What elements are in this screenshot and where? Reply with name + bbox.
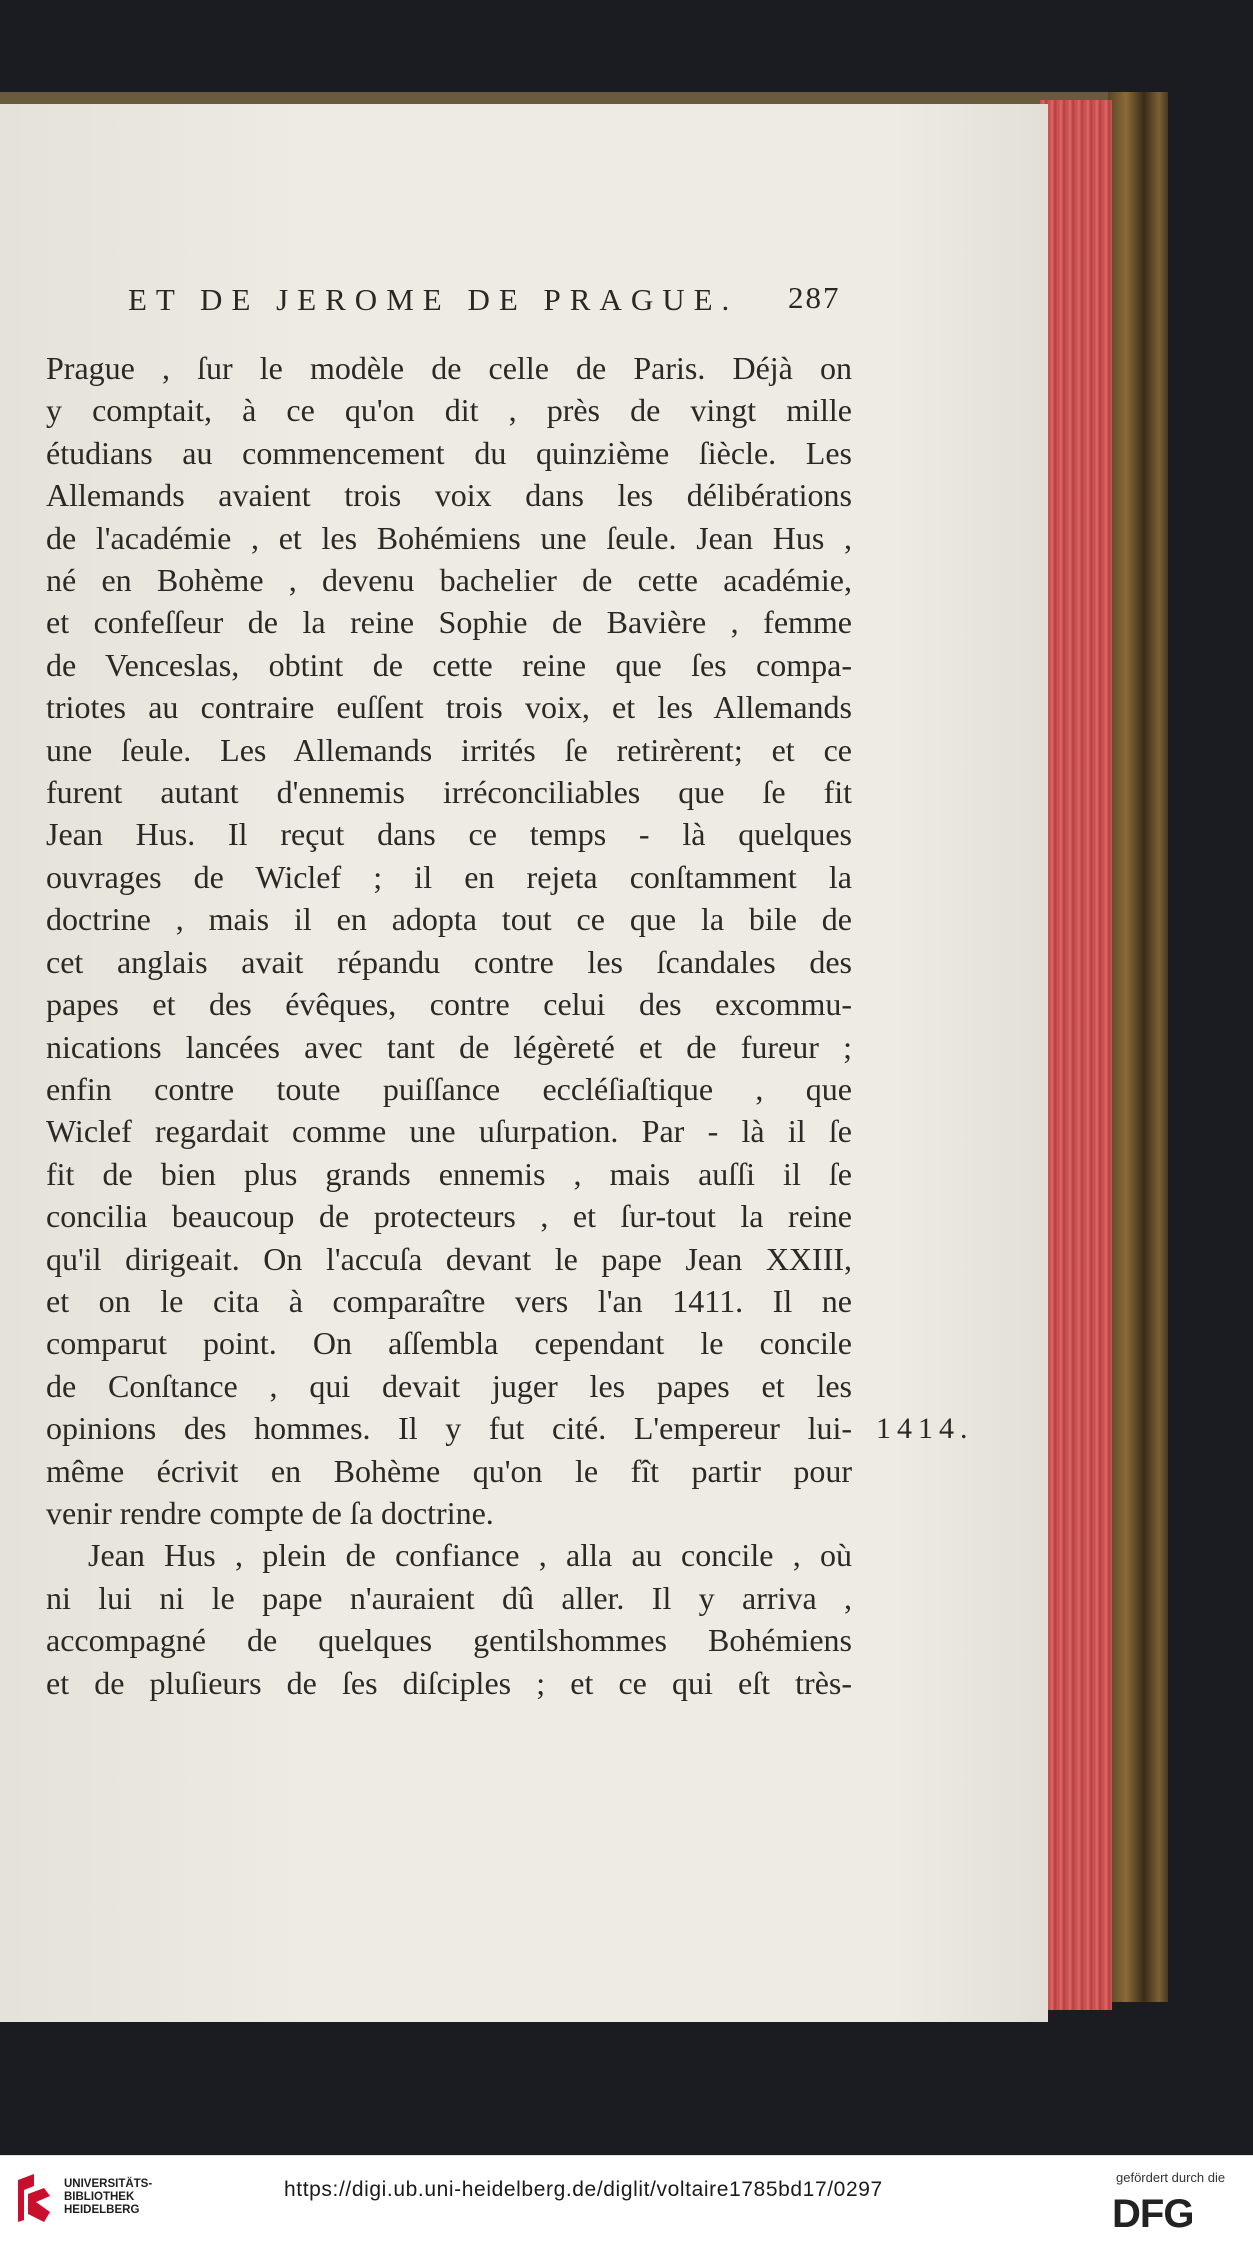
text-line: et confeſſeur de la reine Sophie de Bavière , femme <box>46 604 852 641</box>
text-line: furent autant d'ennemis irréconciliables que ſe fit <box>46 774 852 811</box>
running-head: ET DE JEROME DE PRAGUE. <box>128 282 739 317</box>
funded-by-label: gefördert durch die <box>1116 2170 1226 2185</box>
text-line: Jean Hus , plein de confiance , alla au concile , où <box>88 1537 852 1574</box>
text-line: de Conſtance , qui devait juger les papes et les <box>46 1367 852 1404</box>
page-number: 287 <box>788 280 841 315</box>
text-line: comparut point. On aſſembla cependant le concile <box>46 1325 852 1362</box>
book-cover-spine-edge <box>1108 92 1168 2002</box>
text-line: et on le cita à comparaître vers l'an 1411. Il ne <box>46 1282 852 1319</box>
text-line: une ſeule. Les Allemands irrités ſe retirèrent; et ce <box>46 731 852 768</box>
text-line: concilia beaucoup de protecteurs , et ſur-tout la reine <box>46 1198 852 1235</box>
text-line: doctrine , mais il en adopta tout ce que la bile de <box>46 901 852 938</box>
text-line: de Venceslas, obtint de cette reine que ſes compa- <box>46 646 852 683</box>
margin-note-year: 1414. <box>876 1412 974 1445</box>
text-line: né en Bohème , devenu bachelier de cette académie, <box>46 562 852 599</box>
text-line: et de pluſieurs de ſes diſciples ; et ce qui eſt très- <box>46 1664 852 1701</box>
text-line: étudians au commencement du quinzième ſiècle. Les <box>46 434 852 471</box>
text-line: même écrivit en Bohème qu'on le fît partir pour <box>46 1452 852 1489</box>
text-line: enfin contre toute puiſſance eccléſiaſtique , que <box>46 1070 852 1107</box>
text-line: Allemands avaient trois voix dans les délibérations <box>46 477 852 514</box>
text-line: ouvrages de Wiclef ; il en rejeta conſtamment la <box>46 858 852 895</box>
text-line: y comptait, à ce qu'on dit , près de vingt mille <box>46 392 852 429</box>
text-line: Jean Hus. Il reçut dans ce temps - là quelques <box>46 816 852 853</box>
permalink-url[interactable]: https://digi.ub.uni-heidelberg.de/diglit/voltaire1785bd17/0297 <box>284 2178 883 2201</box>
text-line: Prague , ſur le modèle de celle de Paris. Déjà on <box>46 350 852 386</box>
text-line: nications lancées avec tant de légèreté et de fureur ; <box>46 1028 852 1065</box>
viewer-footer <box>0 2155 1253 2247</box>
text-line: triotes au contraire euſſent trois voix, et les Allemands <box>46 689 852 726</box>
library-name: UNIVERSITÄTS- BIBLIOTHEK HEIDELBERG <box>64 2178 153 2216</box>
text-line: Wiclef regardait comme une uſurpation. Par - là il ſe <box>46 1113 852 1150</box>
dfg-logo: DFG <box>1112 2192 1194 2236</box>
library-logo-icon <box>14 2172 54 2230</box>
text-line: ni lui ni le pape n'auraient dû aller. Il y arriva , <box>46 1579 852 1616</box>
text-line: venir rendre compte de ſa doctrine. <box>46 1494 494 1531</box>
text-line: qu'il dirigeait. On l'accuſa devant le pape Jean XXIII, <box>46 1240 852 1277</box>
text-line: opinions des hommes. Il y fut cité. L'empereur lui- <box>46 1410 852 1447</box>
text-line: de l'académie , et les Bohémiens une ſeule. Jean Hus , <box>46 519 852 556</box>
text-line: fit de bien plus grands ennemis , mais auſſi il ſe <box>46 1155 852 1192</box>
text-line: cet anglais avait répandu contre les ſcandales des <box>46 943 852 980</box>
text-line: accompagné de quelques gentilshommes Bohémiens <box>46 1622 852 1659</box>
red-page-edges <box>1040 100 1112 2010</box>
body-text <box>46 347 852 1704</box>
text-line: papes et des évêques, contre celui des excommu- <box>46 986 852 1023</box>
